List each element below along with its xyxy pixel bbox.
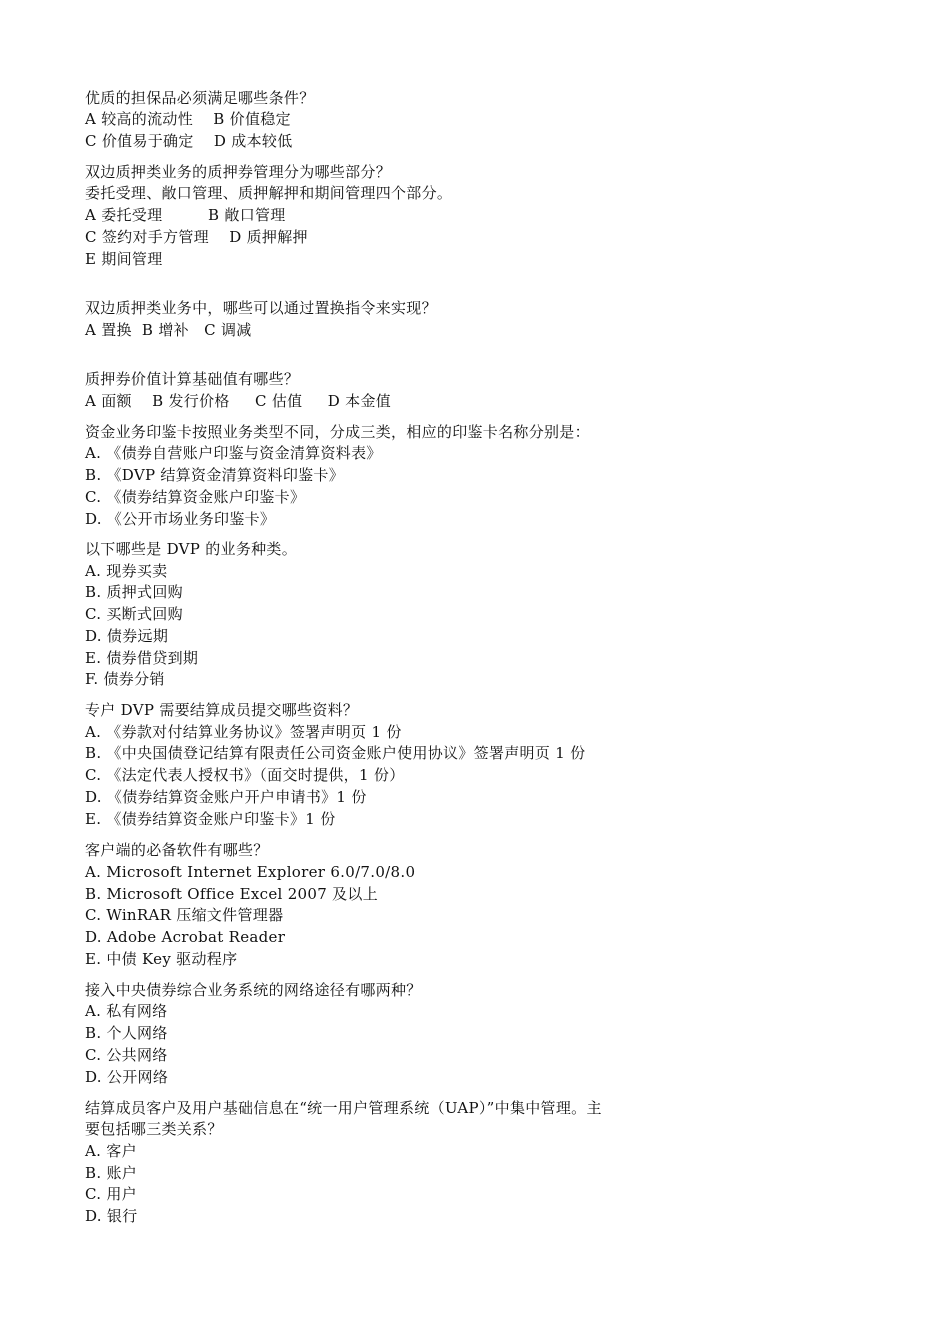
question-5-line: D. 《公开市场业务印鉴卡》 [85,510,276,528]
question-2-line: C 签约对手方管理 D 质押解押 [85,228,308,246]
question-10-line: 要包括哪三类关系？ [85,1120,223,1138]
question-9-line: A. 私有网络 [85,1002,168,1020]
question-6-line: E. 债券借贷到期 [85,649,199,667]
question-8-line: B. Microsoft Office Excel 2007 及以上 [85,885,379,903]
question-4-line: A 面额 B 发行价格 C 估值 D 本金值 [85,392,392,410]
question-6-line: C. 买断式回购 [85,605,183,623]
question-7-line: D. 《债券结算资金账户开户申请书》1 份 [85,788,367,806]
question-6-line: D. 债券远期 [85,627,169,645]
question-10-line: C. 用户 [85,1185,137,1203]
question-5-line: A. 《债券自营账户印鉴与资金清算资料表》 [85,444,382,462]
question-9-line: C. 公共网络 [85,1046,168,1064]
question-6-line: B. 质押式回购 [85,583,183,601]
question-4-text: 质押券价值计算基础值有哪些？ [85,370,300,388]
question-2-line: E 期间管理 [85,250,163,268]
question-10-text: 结算成员客户及用户基础信息在“统一用户管理系统（UAP）”中集中管理。主 [85,1099,602,1117]
question-2-line: A 委托受理 B 敞口管理 [85,206,286,224]
question-6-text: 以下哪些是 DVP 的业务种类。 [85,540,298,558]
question-2-text: 双边质押类业务的质押券管理分为哪些部分？ [85,163,392,181]
question-10-line: B. 账户 [85,1164,138,1182]
question-3-line: A 置换 B 增补 C 调减 [85,321,252,339]
question-8-text: 客户端的必备软件有哪些？ [85,841,269,859]
question-7-line: C. 《法定代表人授权书》（面交时提供，1 份） [85,766,405,784]
question-5-line: C. 《债券结算资金账户印鉴卡》 [85,488,306,506]
question-6-line: A. 现券买卖 [85,562,168,580]
question-8-line: A. Microsoft Internet Explorer 6.0/7.0/8.0 [85,863,416,881]
question-5-text: 资金业务印鉴卡按照业务类型不同，分成三类，相应的印鉴卡名称分别是： [85,423,590,441]
question-2-line: 委托受理、敞口管理、质押解押和期间管理四个部分。 [85,184,453,202]
question-8-line: E. 中债 Key 驱动程序 [85,950,238,968]
question-9-text: 接入中央债券综合业务系统的网络途径有哪两种？ [85,981,422,999]
question-7-text: 专户 DVP 需要结算成员提交哪些资料？ [85,701,359,719]
question-7-line: B. 《中央国债登记结算有限责任公司资金账户使用协议》签署声明页 1 份 [85,744,586,762]
question-1-line: A 较高的流动性 B 价值稳定 [85,110,291,128]
question-9-line: D. 公开网络 [85,1068,169,1086]
question-7-line: A. 《券款对付结算业务协议》签署声明页 1 份 [85,723,402,741]
question-10-line: A. 客户 [85,1142,137,1160]
question-1-line: C 价值易于确定 D 成本较低 [85,132,293,150]
question-9-line: B. 个人网络 [85,1024,168,1042]
question-8-line: D. Adobe Acrobat Reader [85,928,286,946]
question-3-text: 双边质押类业务中，哪些可以通过置换指令来实现？ [85,299,437,317]
question-8-line: C. WinRAR 压缩文件管理器 [85,906,284,924]
question-7-line: E. 《债券结算资金账户印鉴卡》1 份 [85,810,336,828]
question-5-line: B. 《DVP 结算资金清算资料印鉴卡》 [85,466,345,484]
question-10-line: D. 银行 [85,1207,138,1225]
question-1-text: 优质的担保品必须满足哪些条件？ [85,89,315,107]
question-6-line: F. 债券分销 [85,670,165,688]
